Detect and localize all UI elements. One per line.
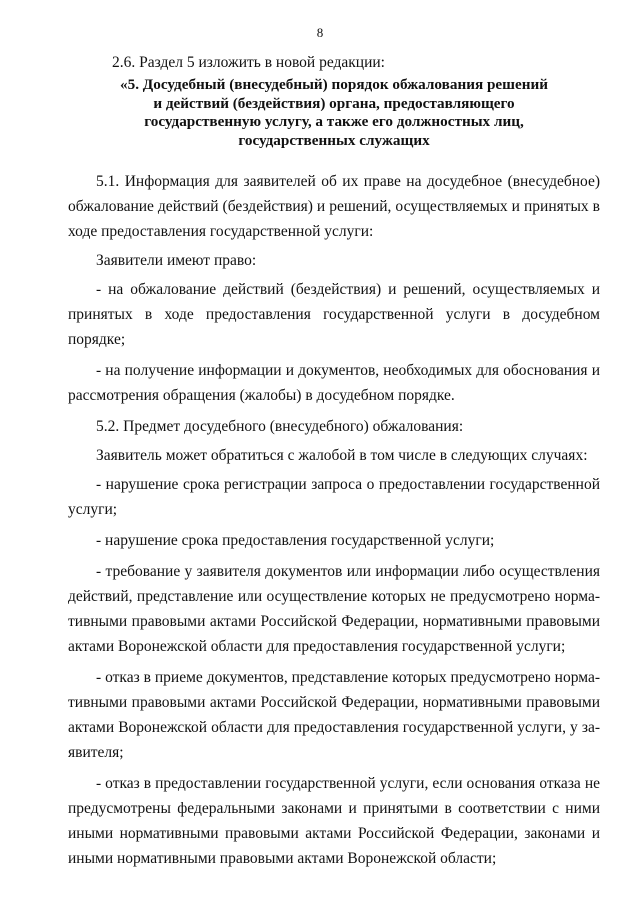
page-number: 8 (316, 25, 324, 40)
list-item: - отказ в предоставлении государственной услуги, если основания отказа не предусмотрены федеральными законами и принятыми в соответствии с ними иными нормативными правовыми актами Российской Федерации, законами и иными нормативными правовыми актами Воронежской области; (68, 775, 600, 867)
heading-line: государственную услугу, а также его должностных лиц, (144, 113, 524, 130)
heading-line: и действий (бездействия) органа, предоставляющего (153, 94, 515, 112)
heading-line: государственных служащих (238, 131, 430, 149)
list-item: - отказ в приеме документов, представление которых предусмотрено нормативными правовыми актами Российской Федерации, нормативными правовыми актами Воронежской области для предоставления государственной услуги, у заявителя; (68, 669, 600, 761)
paragraph-cases-intro: Заявитель может обратиться с жалобой в том числе в следующих случаях: (96, 447, 588, 464)
section-heading (68, 76, 600, 150)
list-item: - нарушение срока регистрации запроса о предоставлении государственной услуги; (68, 476, 600, 518)
paragraph-5-2: 5.2. Предмет досудебного (внесудебного) обжалования: (96, 418, 464, 435)
paragraph-rights-intro: Заявители имеют право: (96, 252, 257, 269)
document-body (68, 50, 600, 877)
list-item: - на обжалование действий (бездействия) и решений, осуществляемых и принятых в ходе предоставления государственной услуги в досудебном порядке; (68, 281, 600, 348)
heading-line: «5. Досудебный (внесудебный) порядок обжалования решений (120, 76, 548, 93)
list-item: - нарушение срока предоставления государственной услуги; (96, 532, 495, 549)
paragraph-5-1: 5.1. Информация для заявителей об их праве на досудебное (внесудебное) обжалование действий (бездействия) и решений, осуществляемых и принятых в ходе предоставления государственной услуги: (68, 173, 600, 240)
section-intro: 2.6. Раздел 5 изложить в новой редакции: (112, 54, 385, 71)
list-item: - требование у заявителя документов или информации либо осуществления действий, представление или осуществление которых не предусмотрено нормативными правовыми актами Российской Федерации, нормативными правовыми актами Воронежской области для предоставления государственной услуги; (68, 563, 600, 655)
list-item: - на получение информации и документов, необходимых для обоснования и рассмотрения обращения (жалобы) в досудебном порядке. (68, 362, 600, 404)
